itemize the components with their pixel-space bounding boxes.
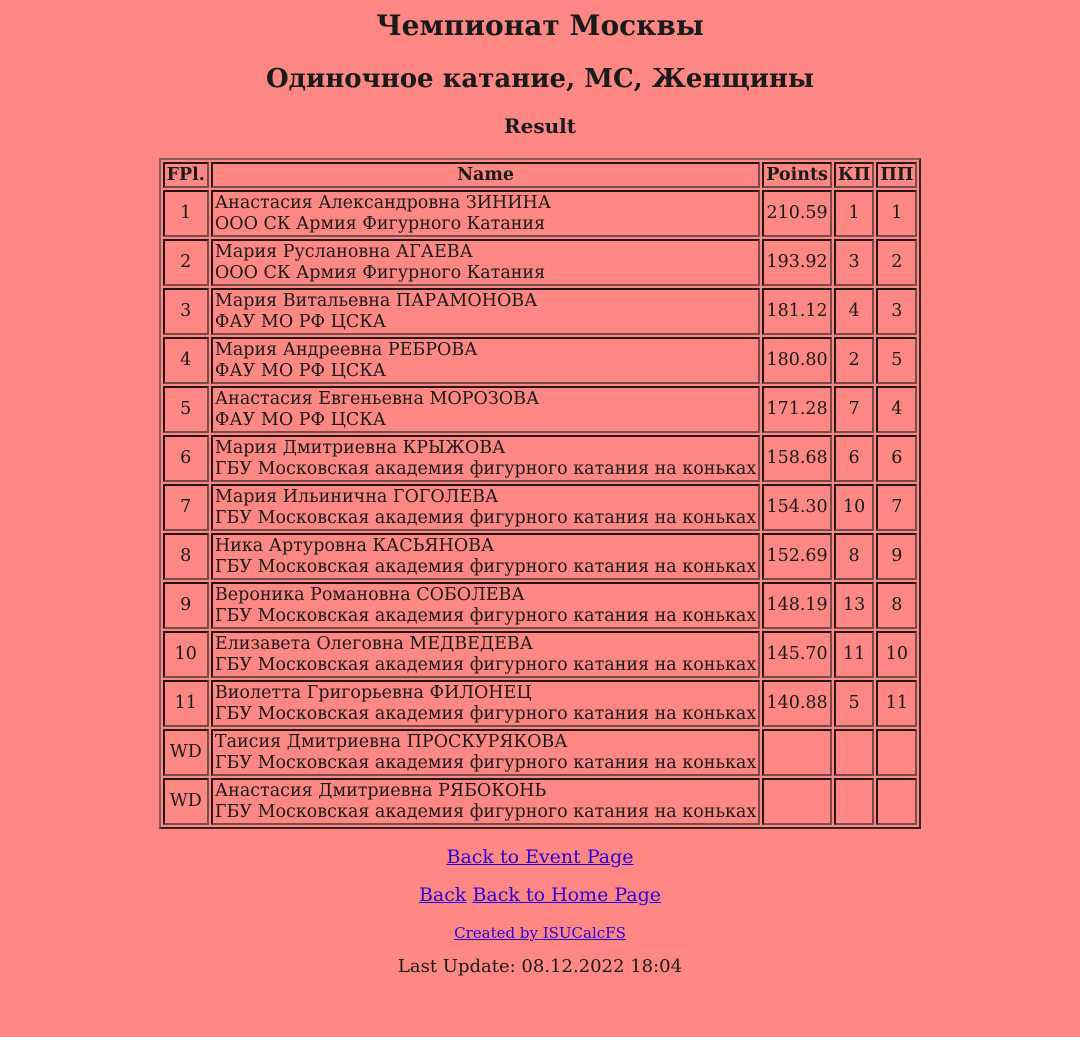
pp-cell: 8 [876,582,917,629]
pp-cell: 4 [876,386,917,433]
points-cell [762,778,832,825]
pp-cell: 5 [876,337,917,384]
table-row [163,582,918,629]
pp-cell [876,778,917,825]
skater-club: ООО СК Армия Фигурного Катания [214,262,546,283]
results-table-container [0,158,1080,829]
skater-name: Вероника Романовна СОБОЛЕВА [214,584,525,605]
table-row [163,386,918,433]
skater-club: ФАУ МО РФ ЦСКА [214,360,387,381]
points-cell: 158.68 [762,435,832,482]
place-cell: 7 [163,484,209,531]
place-cell: 4 [163,337,209,384]
skater-name: Таисия Дмитриевна ПРОСКУРЯКОВА [214,731,568,752]
place-cell: 8 [163,533,209,580]
place-cell: 11 [163,680,209,727]
table-row [163,435,918,482]
kp-cell [834,729,874,776]
points-cell: 171.28 [762,386,832,433]
skater-cell [211,190,760,237]
skater-cell [211,533,760,580]
skater-club: ГБУ Московская академия фигурного катания на коньках [214,507,757,528]
header-name: Name [211,162,760,188]
skater-club: ООО СК Армия Фигурного Катания [214,213,546,234]
skater-cell [211,386,760,433]
table-row [163,729,918,776]
skater-cell [211,680,760,727]
place-cell: 5 [163,386,209,433]
skater-name: Мария Руслановна АГАЕВА [214,241,473,262]
skater-name: Анастасия Александровна ЗИНИНА [214,192,552,213]
skater-name: Ника Артуровна КАСЬЯНОВА [214,535,495,556]
place-cell: 2 [163,239,209,286]
skater-cell [211,631,760,678]
navigation-links [0,843,1080,909]
page-subtitle: Одиночное катание, МС, Женщины [266,64,814,94]
credits [0,923,1080,943]
points-cell: 193.92 [762,239,832,286]
points-cell: 154.30 [762,484,832,531]
points-cell: 180.80 [762,337,832,384]
skater-name: Виолетта Григорьевна ФИЛОНЕЦ [214,682,532,703]
skater-club: ГБУ Московская академия фигурного катания на коньках [214,801,757,822]
points-cell: 210.59 [762,190,832,237]
last-update: Last Update: 08.12.2022 18:04 [397,956,683,977]
back-to-event-link[interactable]: Back to Event Page [446,846,634,868]
pp-cell: 1 [876,190,917,237]
table-row [163,337,918,384]
kp-cell: 11 [834,631,874,678]
results-table [159,158,922,829]
pp-cell: 11 [876,680,917,727]
place-cell: WD [163,778,209,825]
skater-name: Анастасия Дмитриевна РЯБОКОНЬ [214,780,547,801]
table-row [163,631,918,678]
kp-cell: 3 [834,239,874,286]
kp-cell: 6 [834,435,874,482]
skater-club: ГБУ Московская академия фигурного катания на коньках [214,654,757,675]
kp-cell: 7 [834,386,874,433]
kp-cell: 5 [834,680,874,727]
place-cell: 1 [163,190,209,237]
skater-cell [211,778,760,825]
skater-cell [211,337,760,384]
results-table-body [163,190,918,825]
kp-cell: 13 [834,582,874,629]
skater-cell [211,239,760,286]
table-row [163,533,918,580]
points-cell: 148.19 [762,582,832,629]
place-cell: 3 [163,288,209,335]
header-fpl: FPl. [163,162,209,188]
points-cell: 140.88 [762,680,832,727]
pp-cell: 10 [876,631,917,678]
skater-name: Мария Андреевна РЕБРОВА [214,339,478,360]
pp-cell: 6 [876,435,917,482]
back-link[interactable]: Back [418,884,467,906]
pp-cell: 7 [876,484,917,531]
header-kp: КП [834,162,874,188]
skater-club: ГБУ Московская академия фигурного катания на коньках [214,703,757,724]
section-heading: Result [504,114,576,138]
place-cell: WD [163,729,209,776]
skater-name: Мария Витальевна ПАРАМОНОВА [214,290,538,311]
place-cell: 9 [163,582,209,629]
pp-cell: 3 [876,288,917,335]
back-to-home-link[interactable]: Back to Home Page [472,884,662,906]
pp-cell: 9 [876,533,917,580]
skater-club: ГБУ Московская академия фигурного катания на коньках [214,605,757,626]
skater-club: ФАУ МО РФ ЦСКА [214,409,387,430]
skater-name: Елизавета Олеговна МЕДВЕДЕВА [214,633,534,654]
skater-cell [211,435,760,482]
skater-club: ФАУ МО РФ ЦСКА [214,311,387,332]
table-row [163,190,918,237]
place-cell: 6 [163,435,209,482]
table-row [163,239,918,286]
kp-cell: 4 [834,288,874,335]
kp-cell: 1 [834,190,874,237]
skater-cell [211,288,760,335]
skater-cell [211,484,760,531]
points-cell [762,729,832,776]
table-row [163,288,918,335]
kp-cell: 10 [834,484,874,531]
points-cell: 145.70 [762,631,832,678]
created-by-link[interactable]: Created by ISUCalcFS [454,924,626,942]
page-title: Чемпионат Москвы [376,9,704,42]
table-header-row [163,162,918,188]
skater-name: Анастасия Евгеньевна МОРОЗОВА [214,388,540,409]
pp-cell: 2 [876,239,917,286]
points-cell: 152.69 [762,533,832,580]
kp-cell [834,778,874,825]
kp-cell: 2 [834,337,874,384]
skater-club: ГБУ Московская академия фигурного катания на коньках [214,458,757,479]
table-row [163,680,918,727]
place-cell: 10 [163,631,209,678]
skater-cell [211,729,760,776]
skater-club: ГБУ Московская академия фигурного катания на коньках [214,556,757,577]
skater-club: ГБУ Московская академия фигурного катания на коньках [214,752,757,773]
table-row [163,778,918,825]
header-points: Points [762,162,832,188]
kp-cell: 8 [834,533,874,580]
header-pp: ПП [876,162,917,188]
skater-name: Мария Ильинична ГОГОЛЕВА [214,486,499,507]
pp-cell [876,729,917,776]
skater-name: Мария Дмитриевна КРЫЖОВА [214,437,506,458]
table-row [163,484,918,531]
skater-cell [211,582,760,629]
points-cell: 181.12 [762,288,832,335]
